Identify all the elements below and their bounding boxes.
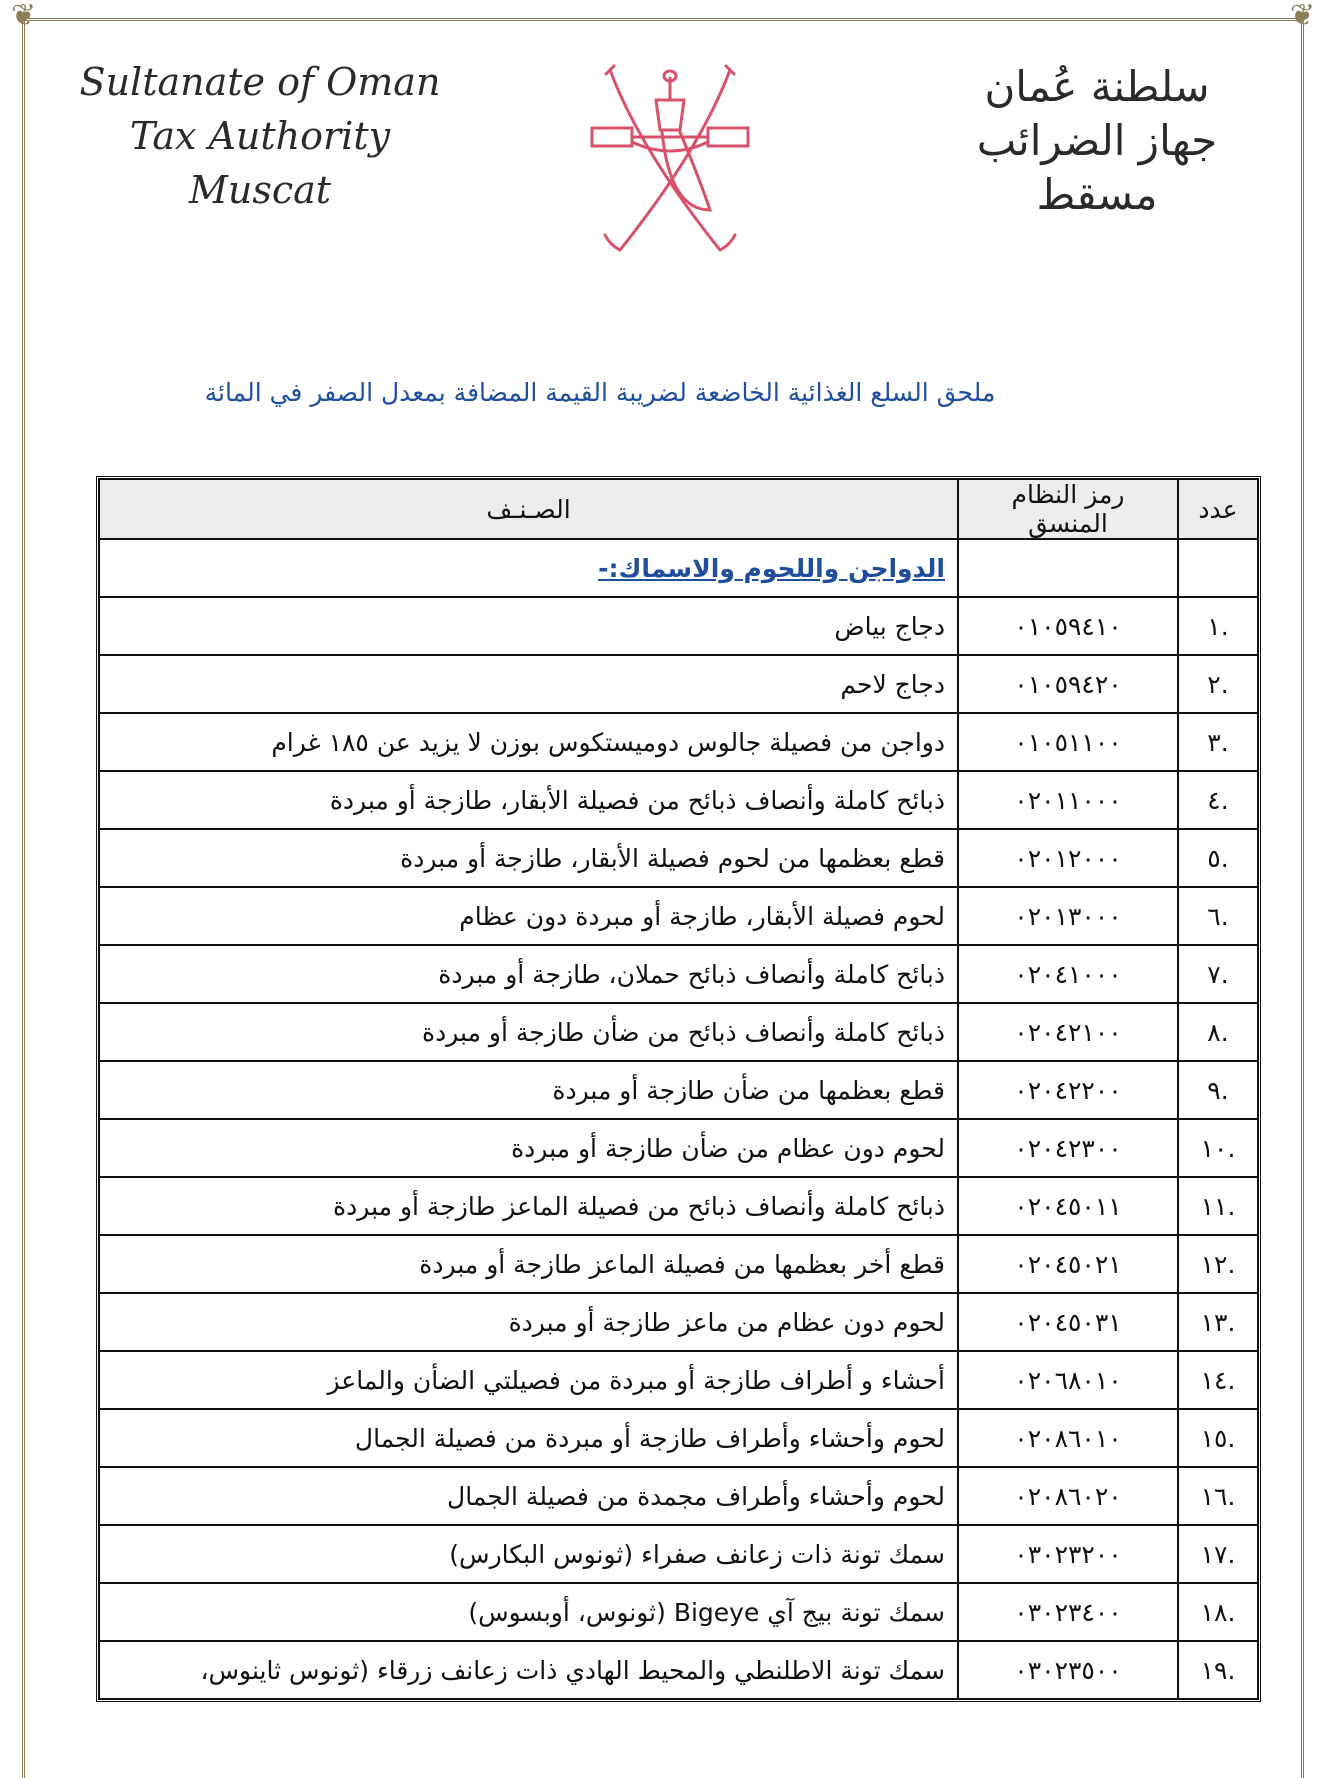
row-description: سمك تونة الاطلنطي والمحيط الهادي ذات زعانف زرقاء (ثونوس ثاينوس، — [99, 1641, 958, 1699]
row-number: .٦ — [1178, 887, 1258, 945]
frame-ornament-icon: ❦ — [11, 0, 37, 33]
row-description: أحشاء و أطراف طازجة أو مبردة من فصيلتي الضأن والماعز — [99, 1351, 958, 1409]
header-en-line: Sultanate of Oman — [79, 60, 441, 104]
table-row — [99, 1003, 1258, 1061]
row-number: .٢ — [1178, 655, 1258, 713]
header-number: عدد — [1178, 479, 1258, 539]
row-description: ذبائح كاملة وأنصاف ذبائح من فصيلة الماعز طازجة أو مبردة — [99, 1177, 958, 1235]
row-number: .٧ — [1178, 945, 1258, 1003]
row-hs-code: ٠١٠٥٩٤١٠ — [958, 597, 1178, 655]
row-description: دجاج بياض — [99, 597, 958, 655]
row-number: .١ — [1178, 597, 1258, 655]
goods-table-wrapper — [96, 476, 1261, 1702]
row-description: لحوم دون عظام من ضأن طازجة أو مبردة — [99, 1119, 958, 1177]
section-title: الدواجن واللحوم والاسماك:- — [598, 553, 945, 583]
header-ar-line: مسقط — [1036, 170, 1158, 219]
table-row — [99, 1583, 1258, 1641]
row-number: .١٨ — [1178, 1583, 1258, 1641]
table-header-row — [99, 479, 1258, 539]
table-row — [99, 771, 1258, 829]
row-description: ذبائح كاملة وأنصاف ذبائح من ضأن طازجة أو مبردة — [99, 1003, 958, 1061]
header-description: الصـنـف — [99, 479, 958, 539]
row-hs-code: ٠٢٠٤٢٣٠٠ — [958, 1119, 1178, 1177]
row-description: لحوم فصيلة الأبقار، طازجة أو مبردة دون عظام — [99, 887, 958, 945]
table-row — [99, 1119, 1258, 1177]
row-description: دواجن من فصيلة جالوس دوميستكوس بوزن لا يزيد عن ١٨٥ غرام — [99, 713, 958, 771]
row-hs-code: ٠٣٠٢٣٥٠٠ — [958, 1641, 1178, 1699]
row-description: سمك تونة ذات زعانف صفراء (ثونوس البكارس) — [99, 1525, 958, 1583]
row-number: .١٧ — [1178, 1525, 1258, 1583]
document-title: ملحق السلع الغذائية الخاضعة لضريبة القيمة المضافة بمعدل الصفر في المائة — [204, 378, 996, 407]
table-row — [99, 1351, 1258, 1409]
row-number: .١١ — [1178, 1177, 1258, 1235]
row-number: .١٠ — [1178, 1119, 1258, 1177]
row-description: لحوم دون عظام من ماعز طازجة أو مبردة — [99, 1293, 958, 1351]
table-row — [99, 655, 1258, 713]
row-description: قطع بعظمها من ضأن طازجة أو مبردة — [99, 1061, 958, 1119]
table-row — [99, 1409, 1258, 1467]
row-number: .١٩ — [1178, 1641, 1258, 1699]
row-hs-code: ٠٢٠٨٦٠١٠ — [958, 1409, 1178, 1467]
table-row — [99, 887, 1258, 945]
section-code-cell — [958, 539, 1178, 597]
row-hs-code: ٠٢٠٤١٠٠٠ — [958, 945, 1178, 1003]
table-row — [99, 1061, 1258, 1119]
row-description: قطع أخر بعظمها من فصيلة الماعز طازجة أو مبردة — [99, 1235, 958, 1293]
row-number: .٨ — [1178, 1003, 1258, 1061]
table-row — [99, 1467, 1258, 1525]
row-description: سمك تونة بيج آي Bigeye (ثونوس، أوبسوس) — [99, 1583, 958, 1641]
row-number: .١٢ — [1178, 1235, 1258, 1293]
row-hs-code: ٠٢٠٤٥٠٢١ — [958, 1235, 1178, 1293]
table-row — [99, 1177, 1258, 1235]
row-description: قطع بعظمها من لحوم فصيلة الأبقار، طازجة أو مبردة — [99, 829, 958, 887]
table-row — [99, 945, 1258, 1003]
row-hs-code: ٠١٠٥١١٠٠ — [958, 713, 1178, 771]
frame-ornament-icon: ❦ — [1289, 0, 1315, 33]
row-number: .١٥ — [1178, 1409, 1258, 1467]
oman-khanjar-emblem-icon — [570, 60, 770, 260]
row-description: ذبائح كاملة وأنصاف ذبائح من فصيلة الأبقار، طازجة أو مبردة — [99, 771, 958, 829]
table-row — [99, 829, 1258, 887]
row-number: .١٤ — [1178, 1351, 1258, 1409]
row-hs-code: ٠٢٠٨٦٠٢٠ — [958, 1467, 1178, 1525]
header-english — [70, 55, 450, 217]
row-hs-code: ٠٢٠١١٠٠٠ — [958, 771, 1178, 829]
header-ar-line: جهاز الضرائب — [976, 116, 1218, 165]
row-description: دجاج لاحم — [99, 655, 958, 713]
row-hs-code: ٠٢٠١٢٠٠٠ — [958, 829, 1178, 887]
header-code: رمز النظام المنسق — [958, 479, 1178, 539]
table-row — [99, 1525, 1258, 1583]
row-description: لحوم وأحشاء وأطراف طازجة أو مبردة من فصيلة الجمال — [99, 1409, 958, 1467]
row-hs-code: ٠٣٠٢٣٤٠٠ — [958, 1583, 1178, 1641]
table-row — [99, 713, 1258, 771]
header-en-line: Tax Authority — [129, 114, 391, 158]
table-row — [99, 1235, 1258, 1293]
table-row — [99, 1641, 1258, 1699]
row-number: .٣ — [1178, 713, 1258, 771]
row-description: ذبائح كاملة وأنصاف ذبائح حملان، طازجة أو مبردة — [99, 945, 958, 1003]
section-title-cell — [99, 539, 958, 597]
header-arabic — [947, 60, 1247, 222]
header-en-line: Muscat — [188, 168, 332, 212]
row-description: لحوم وأحشاء وأطراف مجمدة من فصيلة الجمال — [99, 1467, 958, 1525]
row-number: .٥ — [1178, 829, 1258, 887]
row-hs-code: ٠٢٠٤٢١٠٠ — [958, 1003, 1178, 1061]
header-ar-line: سلطنة عُمان — [984, 62, 1210, 111]
section-row — [99, 539, 1258, 597]
row-number: .٤ — [1178, 771, 1258, 829]
row-hs-code: ٠٢٠٦٨٠١٠ — [958, 1351, 1178, 1409]
row-hs-code: ٠٢٠٤٥٠١١ — [958, 1177, 1178, 1235]
goods-table — [96, 476, 1261, 1702]
row-number: .١٦ — [1178, 1467, 1258, 1525]
row-hs-code: ٠٢٠٤٢٢٠٠ — [958, 1061, 1178, 1119]
table-row — [99, 597, 1258, 655]
row-hs-code: ٠١٠٥٩٤٢٠ — [958, 655, 1178, 713]
row-hs-code: ٠٢٠١٣٠٠٠ — [958, 887, 1178, 945]
row-number: .٩ — [1178, 1061, 1258, 1119]
section-number-cell — [1178, 539, 1258, 597]
row-number: .١٣ — [1178, 1293, 1258, 1351]
row-hs-code: ٠٢٠٤٥٠٣١ — [958, 1293, 1178, 1351]
row-hs-code: ٠٣٠٢٣٢٠٠ — [958, 1525, 1178, 1583]
table-row — [99, 1293, 1258, 1351]
